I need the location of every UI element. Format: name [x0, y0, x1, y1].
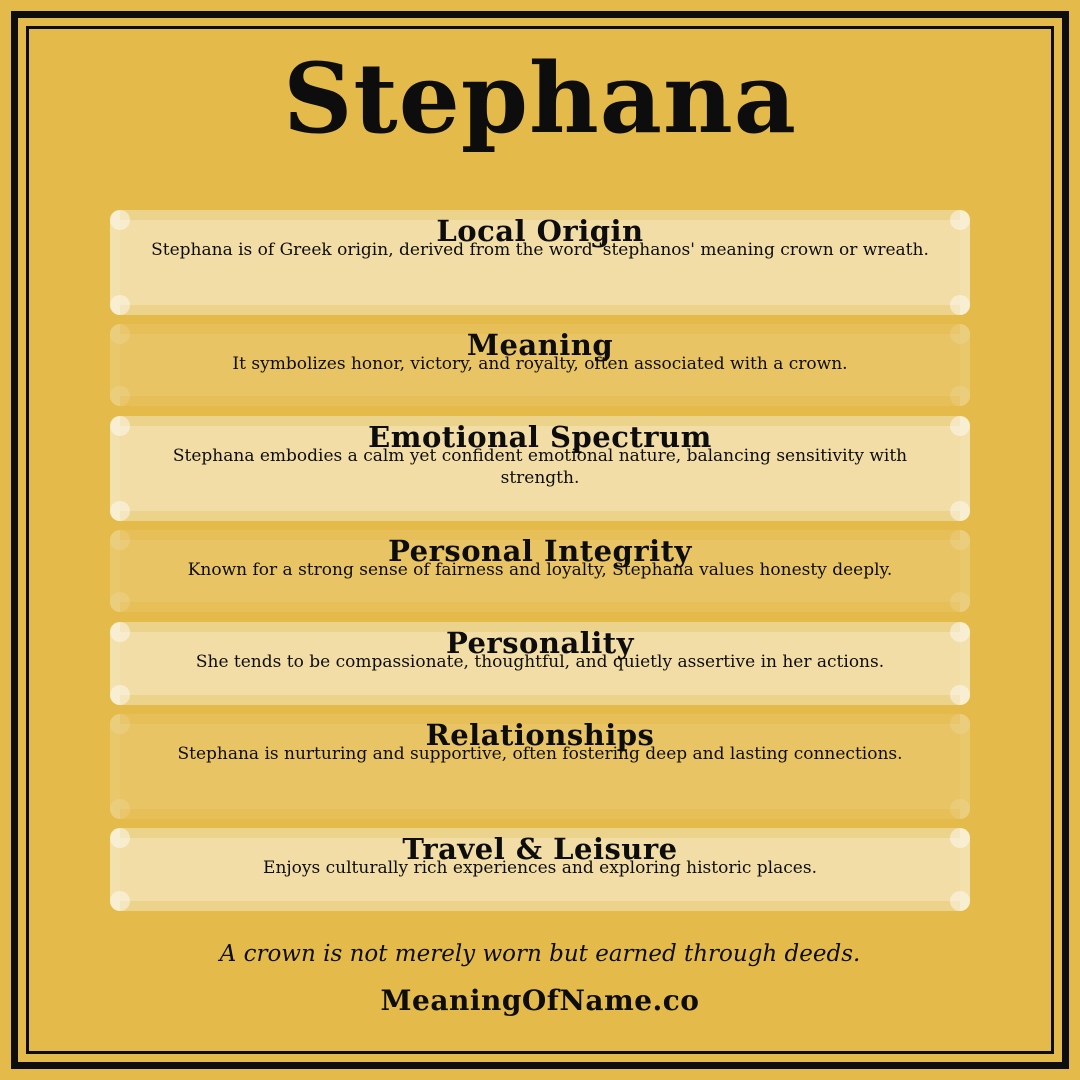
- section-heading: Personal Integrity: [388, 534, 692, 568]
- section-personality: [110, 622, 970, 705]
- section-travel-leisure: [110, 828, 970, 911]
- section-text: Stephana embodies a calm yet confident emotional nature, balancing sensitivity with strength.: [172, 446, 908, 488]
- page-title: Stephana: [283, 42, 797, 155]
- brand-name: MeaningOfName.co: [380, 984, 700, 1017]
- section-heading: Emotional Spectrum: [368, 420, 712, 454]
- section-heading: Local Origin: [436, 214, 644, 248]
- section-local-origin: [110, 210, 970, 315]
- section-heading: Travel & Leisure: [402, 832, 678, 866]
- section-heading: Personality: [445, 626, 635, 660]
- section-heading: Meaning: [466, 328, 614, 362]
- section-text: Stephana is of Greek origin, derived from the word 'stephanos' meaning crown or wreath.: [151, 240, 929, 260]
- section-text: She tends to be compassionate, thoughtful, and quietly assertive in her actions.: [195, 652, 885, 672]
- quote: A crown is not merely worn but earned through deeds.: [219, 941, 861, 967]
- section-personal-integrity: [110, 530, 970, 612]
- section-text: Enjoys culturally rich experiences and exploring historic places.: [263, 858, 817, 878]
- section-meaning: [110, 324, 970, 406]
- section-relationships: [110, 714, 970, 819]
- section-emotional-spectrum: [110, 416, 970, 521]
- section-text: Stephana is nurturing and supportive, often fostering deep and lasting connections.: [177, 744, 903, 764]
- section-text: Known for a strong sense of fairness and loyalty, Stephana values honesty deeply.: [187, 560, 893, 580]
- section-heading: Relationships: [425, 718, 655, 752]
- section-text: It symbolizes honor, victory, and royalty, often associated with a crown.: [232, 354, 848, 374]
